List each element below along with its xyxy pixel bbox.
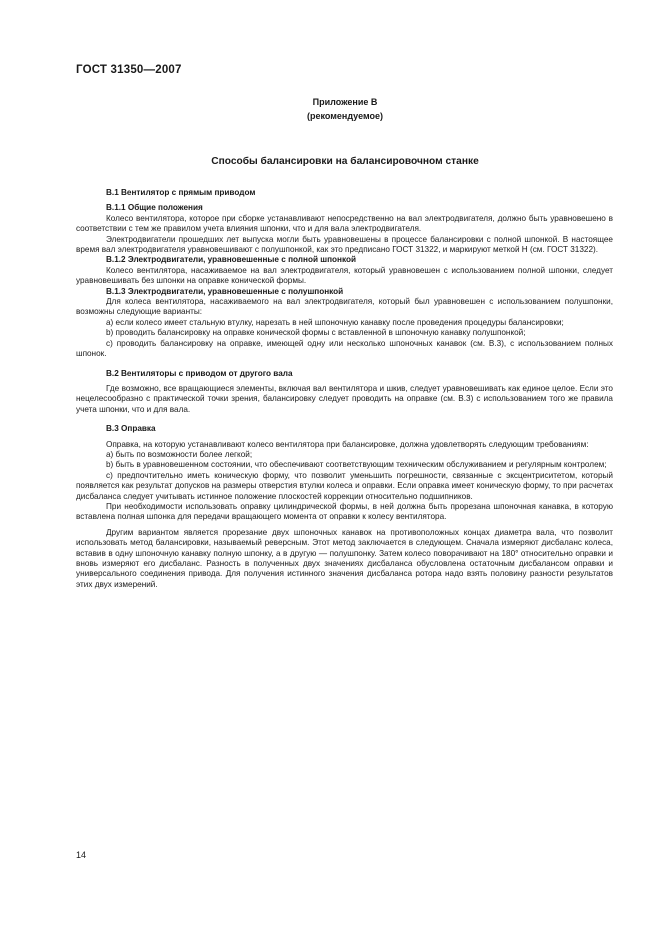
appendix-type: (рекомендуемое) [307, 111, 383, 121]
appendix-heading [250, 95, 440, 123]
paragraph: Колесо вентилятора, насаживаемое на вал электродвигателя, который уравновешен с использованием полной шпонки, следует уравновешивать без шпонки на оправке конической формы. [76, 265, 613, 286]
list-item: с) предпочтительно иметь коническую форму, что позволит уменьшить погрешности, связанные с эксцентриситетом, который появляется как результат допусков на размеры отверстия втулки колеса и оправки. Если оправка имеет коническую форму, то при расчетах дисбаланса следует учитывать истинное положение плоскостей коррекции относительно подшипников. [76, 470, 613, 501]
section-heading-b2: В.2 Вентиляторы с приводом от другого вала [106, 368, 293, 378]
section-heading-b1: В.1 Вентилятор с прямым приводом [106, 188, 256, 197]
paragraph: Колесо вентилятора, которое при сборке устанавливают непосредственно на вал электродвигателя, должно быть уравновешено в соответствии с тем же правилом учета влияния шпонки, что и для вала электродвигателя. [76, 213, 613, 234]
paragraph: Для колеса вентилятора, насаживаемого на вал электродвигателя, который был уравновешен с использованием полушпонки, возможны следующие варианты: [76, 297, 613, 317]
appendix-label: Приложение В [312, 97, 378, 107]
subsection-heading-b13: В.1.3 Электродвигатели, уравновешенные с полушпонкой [106, 286, 344, 296]
subsection-heading-b11: В.1.1 Общие положения [106, 203, 203, 213]
paragraph: Электродвигатели прошедших лет выпуска могли быть уравновешены в процессе балансировки с полной шпонкой. В настоящее время вал электродвигателя уравновешивают с полушпонкой, как это предписано ГОСТ 31322, и маркируют меткой Н (см. ГОСТ 31322). [76, 234, 613, 255]
document-body [76, 188, 613, 590]
list-item: b) быть в уравновешенном состоянии, что обеспечивают соответствующим техническим обслуживанием и регулярным контролем; [106, 460, 607, 470]
paragraph: Где возможно, все вращающиеся элементы, включая вал вентилятора и шкив, следует уравновешивать как единое целое. Если это нецелесообразно с практической точки зрения, балансировку следует проводить на оправке (см. В.3) с использованием того же правила учета шпонки, что и для вала. [76, 383, 613, 414]
paragraph: Оправка, на которую устанавливают колесо вентилятора при балансировке, должна удовлетворять следующим требованиям: [106, 439, 589, 449]
paragraph: При необходимости использовать оправку цилиндрической формы, в ней должна быть прорезана шпоночная канавка, в которую вставлена полная шпонка для передачи вращающего момента от оправки к колесу вентилятора. [76, 501, 613, 522]
standard-code-header: ГОСТ 31350—2007 [76, 64, 182, 76]
list-item: а) быть по возможности более легкой; [106, 449, 253, 459]
list-item: b) проводить балансировку на оправке конической формы с вставленной в шпоночную канавку полушпонкой; [106, 328, 526, 338]
section-heading-b3: В.3 Оправка [106, 424, 156, 434]
list-item: с) проводить балансировку на оправке, имеющей одну или несколько шпоночных канавок (см. В.3), с использованием полных шпонок. [76, 338, 613, 359]
appendix-title: Способы балансировки на балансировочном станке [211, 156, 479, 167]
subsection-heading-b12: В.1.2 Электродвигатели, уравновешенные с полной шпонкой [106, 255, 357, 265]
page-number: 14 [76, 850, 87, 860]
paragraph: Другим вариантом является прорезание двух шпоночных канавок на противоположных концах диаметра вала, что позволит использовать метод балансировки, называемый реверсным. Этот метод заключается в следующем. Сначала измеряют дисбаланс колеса, вставив в одну шпоночную канавку полную шпонку, а в другую — полушпонку. Затем колесо поворачивают на 180° относительно оправки и вновь измеряют его дисбаланс. Разность в полученных двух значениях дисбаланса обусловлена остаточным дисбалансом оправки и универсального соединения привода. Для получения истинного значения дисбаланса ротора надо взять половину разности результатов этих двух измерений. [76, 527, 613, 589]
list-item: а) если колесо имеет стальную втулку, нарезать в ней шпоночную канавку после проведения процедуры балансировки; [106, 317, 564, 327]
